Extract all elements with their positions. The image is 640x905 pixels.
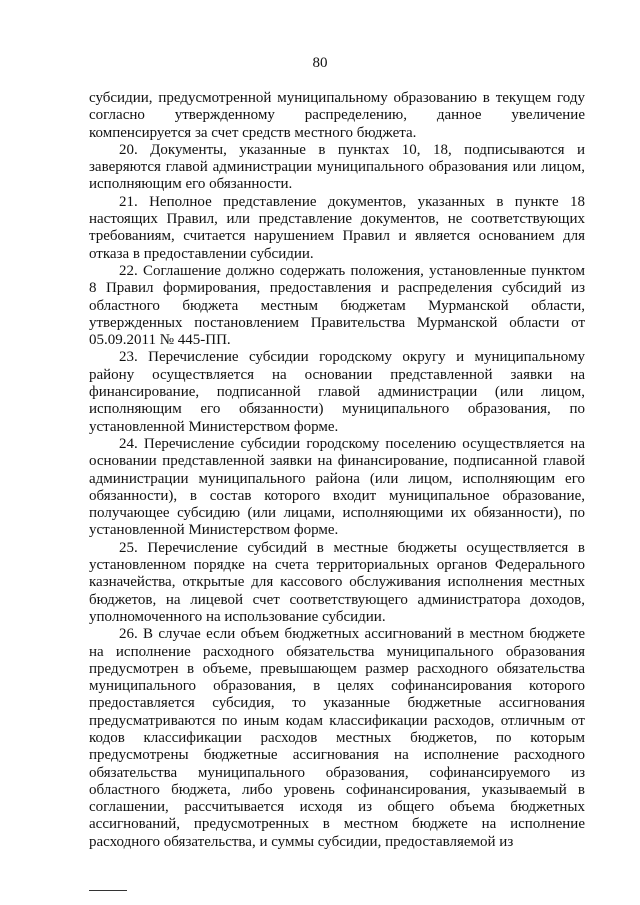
paragraph-21: 21. Неполное представление документов, указанных в пункте 18 настоящих Правил, или представление документов, не соответствующих требованиям, считается нарушением Правил и является основанием для отказа в предоставлении субсидии. [89,193,585,262]
paragraph-continuation: субсидии, предусмотренной муниципальному образованию в текущем году согласно утвержденному распределению, данное увеличение компенсируется за счет средств местного бюджета. [89,90,585,141]
paragraph-24: 24. Перечисление субсидии городскому поселению осуществляется на основании представленной заявки на финансирование, подписанной главой администрации муниципального района (или лицом, исполняющим его обязанности), в состав которого входит муниципальное образование, получающее субсидию (или лицами, исполняющими их обязанности), по установленной Министерством форме. [89,435,585,539]
footer-divider [89,890,127,891]
paragraph-26: 26. В случае если объем бюджетных ассигнований в местном бюджете на исполнение расходного обязательства муниципального образования предусмотрен в объеме, превышающем размер расходного обязательства муниципального образования, в целях софинансирования которого предоставляется субсидия, то указанные бюджетные ассигнования предусматриваются по иным кодам классификации расходов, отличным от кодов классификации расходов местных бюджетов, по которым предусмотрены бюджетные ассигнования на исполнение расходного обязательства муниципального образования, софинансируемого из областного бюджета, либо уровень софинансирования, указываемый в соглашении, рассчитывается исходя из общего объема бюджетных ассигнований, предусмотренных в местном бюджете на исполнение расходного обязательства, и суммы субсидии, предоставляемой из [89,626,585,850]
paragraph-23: 23. Перечисление субсидии городскому округу и муниципальному району осуществляется на основании представленной заявки на финансирование, подписанной главой администрации (или лицом, исполняющим его обязанности) муниципального образования, по установленной Министерством форме. [89,349,585,435]
page-number: 80 [312,55,328,71]
paragraph-20: 20. Документы, указанные в пунктах 10, 18, подписываются и заверяются главой администрации муниципального образования или лицом, исполняющим его обязанности. [89,141,585,193]
paragraph-22: 22. Соглашение должно содержать положения, установленные пунктом 8 Правил формирования, предоставления и распределения субсидий из областного бюджета местным бюджетам Мурманской области, утвержденных постановлением Правительства Мурманской области от 05.09.2011 № 445-ПП. [89,262,585,349]
paragraph-25: 25. Перечисление субсидий в местные бюджеты осуществляется в установленном порядке на счета территориальных органов Федерального казначейства, открытые для кассового обслуживания исполнения местных бюджетов, на лицевой счет соответствующего администратора доходов, уполномоченного на использование субсидии. [89,539,585,625]
document-body [89,90,585,851]
